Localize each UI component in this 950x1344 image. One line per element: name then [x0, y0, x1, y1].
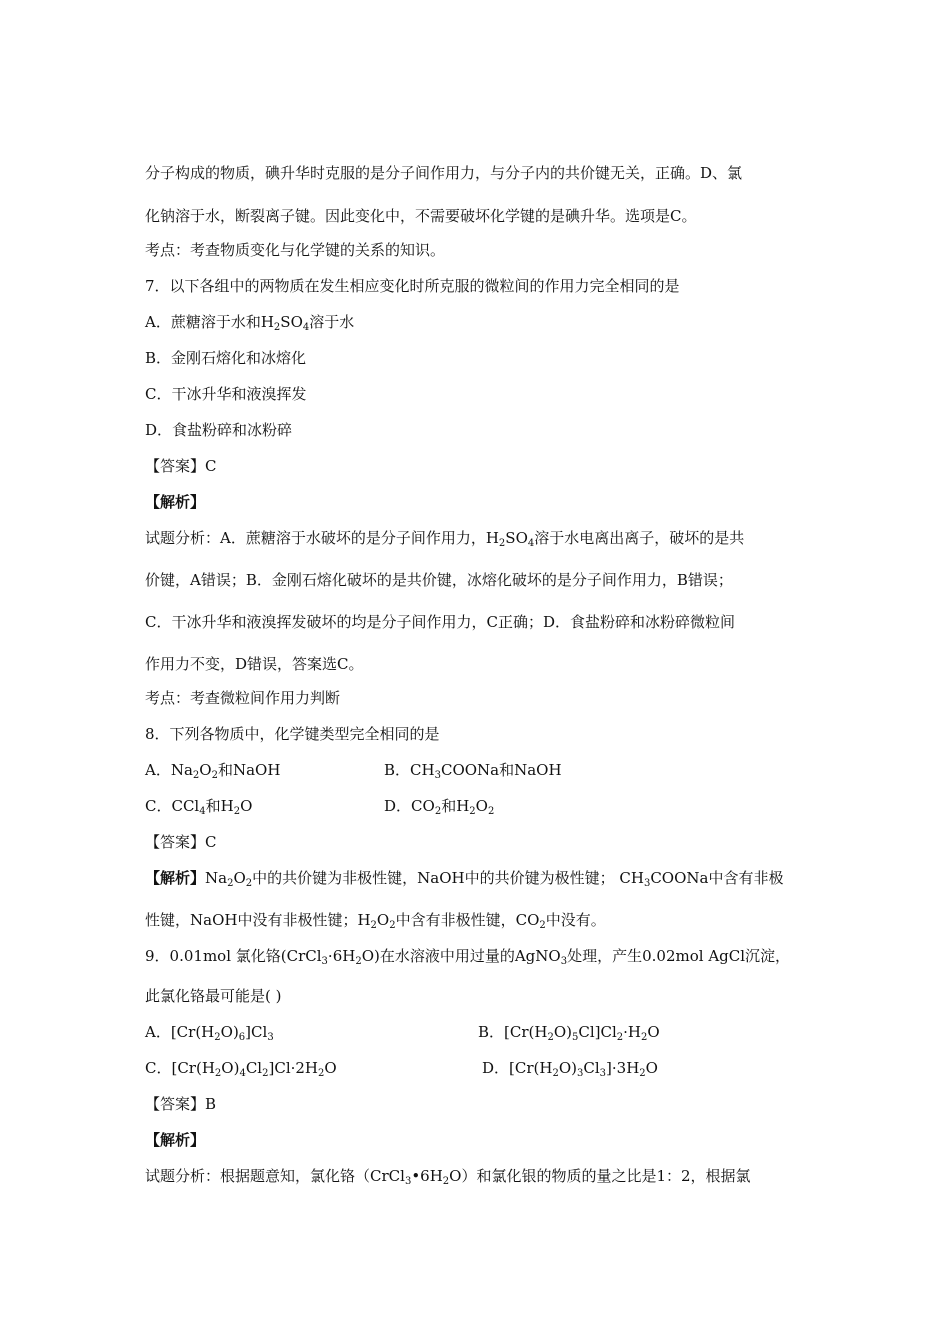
question-7-stem: 7．以下各组中的两物质在发生相应变化时所克服的微粒间的作用力完全相同的是	[145, 277, 680, 295]
question-8-stem: 8．下列各物质中，化学键类型完全相同的是	[145, 725, 440, 743]
q7-analysis-line: C．干冰升华和液溴挥发破坏的均是分子间作用力，C正确；D．食盐粉碎和冰粉碎微粒间	[145, 613, 735, 631]
q7-kaodian: 考点：考查微粒间作用力判断	[145, 689, 341, 707]
q8-answer: 【答案】C	[145, 833, 217, 851]
q8-option-b: B．$CH_3COONa$和NaOH	[384, 761, 562, 781]
q9-analysis-line: 试题分析：根据题意知，氯化铬$(CrCl_3•6H_2O)$和氯化银的物质的量之比是1：2，根据氯	[145, 1167, 751, 1187]
q9-option-b: B．$[Cr(H_2O)_5Cl]Cl_2\cdot H_2O$	[478, 1023, 660, 1043]
analysis-line: 分子构成的物质，碘升华时克服的是分子间作用力，与分子内的共价键无关，正确。D、氯	[145, 164, 743, 182]
q8-analysis-line: 性键，NaOH中没有非极性键；$H_2O_2$中含有非极性键，$CO_2$中没有。	[145, 911, 606, 931]
q9-jiexi-label: 【解析】	[145, 1131, 206, 1149]
q7-option-b: B．金刚石熔化和冰熔化	[145, 349, 307, 367]
q8-option-c: C．CCl$_4$和$H_2O$	[145, 797, 253, 817]
q7-option-a: A．蔗糖溶于水和$H_2SO_4$溶于水	[145, 313, 355, 333]
q8-option-d: D．$CO_2$和$H_2O_2$	[384, 797, 495, 817]
q7-jiexi-label: 【解析】	[145, 493, 206, 511]
kaodian-line: 考点：考查物质变化与化学键的关系的知识。	[145, 241, 446, 259]
question-9-stem-cont: 此氯化铬最可能是( )	[145, 987, 282, 1005]
q7-analysis-line: 试题分析：A．蔗糖溶于水破坏的是分子间作用力，$H_2SO_4$溶于水电离出离子，破坏的是共	[145, 529, 745, 549]
q9-option-d: D．$[Cr(H_2O)_3Cl_3]\cdot 3H_2O$	[482, 1059, 658, 1079]
q9-option-a: A．$[Cr(H_2O)_6]Cl_3$	[145, 1023, 274, 1043]
analysis-line: 化钠溶于水，断裂离子键。因此变化中，不需要破坏化学键的是碘升华。选项是C。	[145, 207, 697, 225]
q7-analysis-line: 作用力不变，D错误，答案选C。	[145, 655, 364, 673]
q7-option-c: C．干冰升华和液溴挥发	[145, 385, 307, 403]
q7-option-d: D．食盐粉碎和冰粉碎	[145, 421, 293, 439]
q7-analysis-line: 价键，A错误；B．金刚石熔化破坏的是共价键，冰熔化破坏的是分子间作用力，B错误；	[145, 571, 733, 589]
question-9-stem: 9．0.01mol 氯化铬$(CrCl_3\cdot 6H_2O)$在水溶液中用过量的AgNO$_3$处理，产生0.02mol AgCl沉淀，	[145, 947, 791, 967]
q8-option-a: A．$Na_2O_2$和NaOH	[145, 761, 281, 781]
q9-answer: 【答案】B	[145, 1095, 217, 1113]
q8-jiexi-label: 【解析】	[145, 869, 206, 887]
q9-option-c: C．$[Cr(H_2O)_4Cl_2]Cl\cdot 2H_2O$	[145, 1059, 337, 1079]
q8-analysis-line: 【解析】$Na_2O_2$中的共价键为非极性键，NaOH中的共价键为极性键； $CH_3COONa$中含有非极	[145, 869, 784, 889]
q7-answer: 【答案】C	[145, 457, 217, 475]
